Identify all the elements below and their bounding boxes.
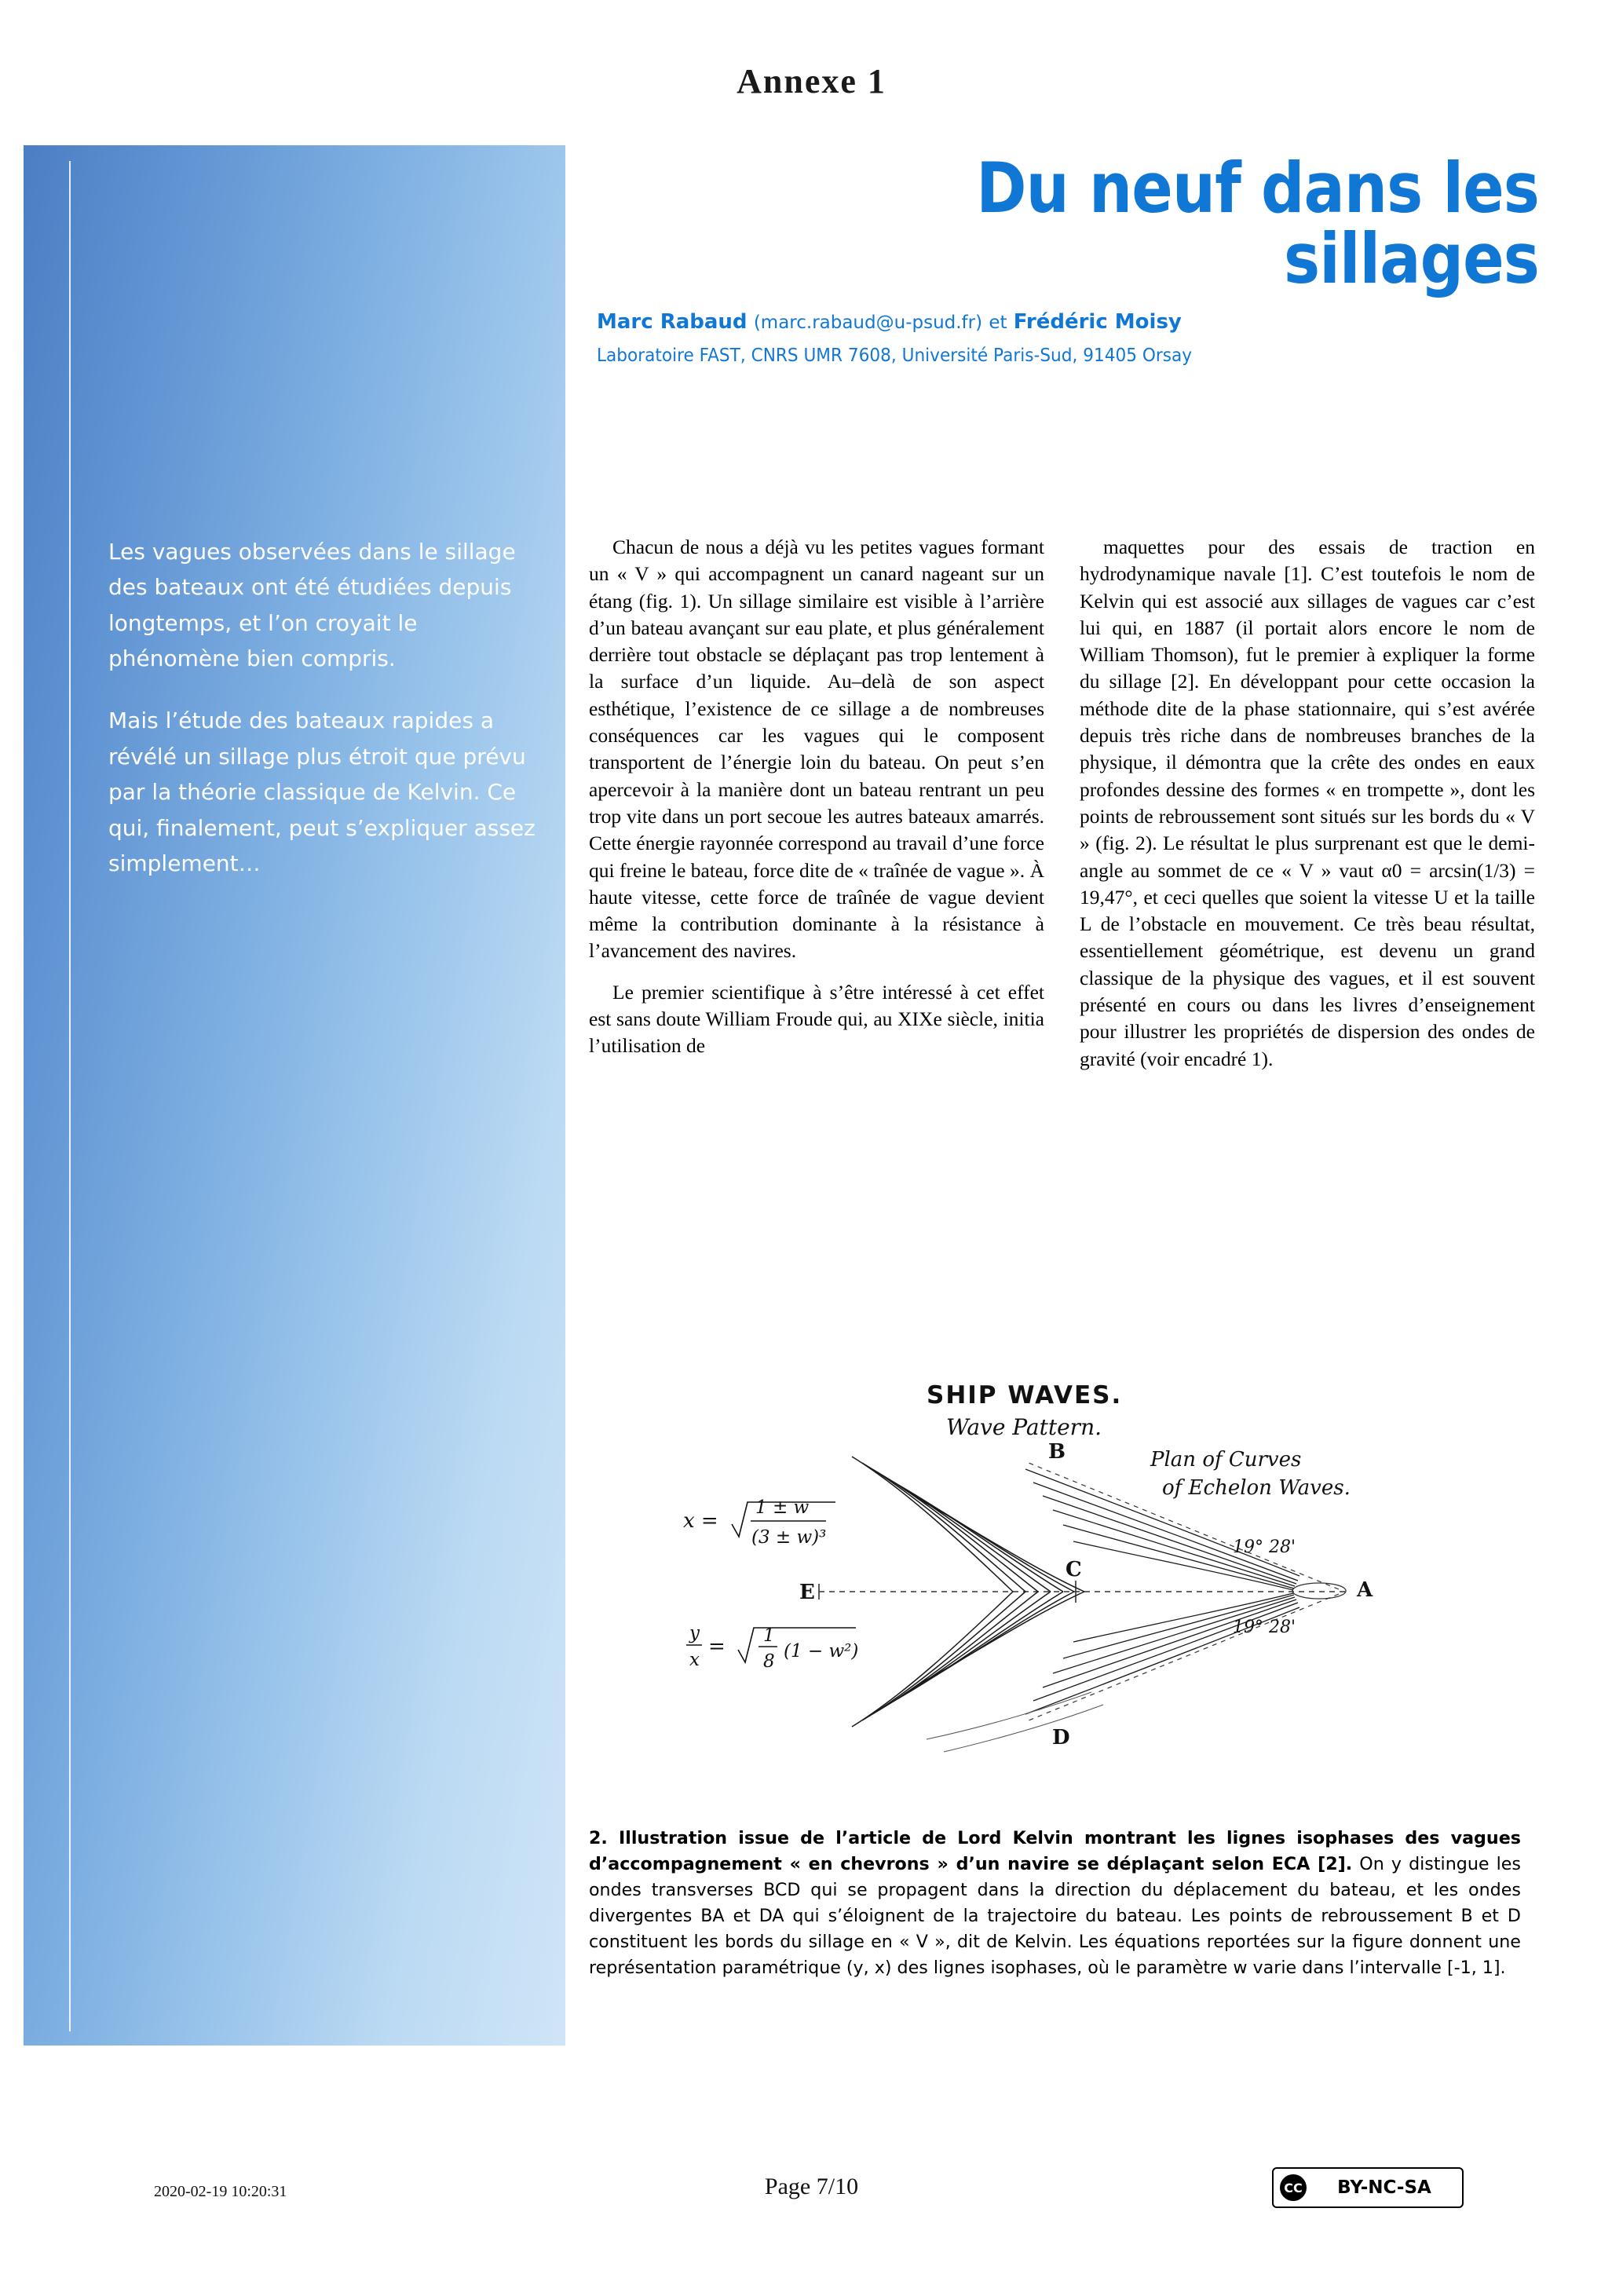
figure-ship-waves: [589, 1370, 1535, 1810]
figure-transverse-crests-upper: [852, 1457, 1084, 1592]
figure-subtitle-text: Wave Pattern.: [946, 1414, 1102, 1440]
lead-paragraph-2: Mais l’étude des bateaux rapides a révélé un sillage plus étroit que prévu par la théorie classique de Kelvin. Ce qui, finalement, peut s’expliquer assez simplement…: [108, 707, 536, 876]
body-paragraph-1: Chacun de nous a déjà vu les petites vagues formant un « V » qui accompagnent un canard nageant sur un étang (fig. 1). Un sillage similaire est visible à l’arrière d’un bateau avançant sur eau plate, et plus généralement derrière tout obstacle se déplaçant pas trop lentement à la surface d’un liquide. Au–delà de son aspect esthétique, l’existence de ce sillage a de nombreuses conséquences car les vagues qui le composent transportent de l’énergie loin du bateau. On peut s’en apercevoir à la manière dont un bateau rentrant un peu trop vite dans un port secoue les autres bateaux amarrés. Cette énergie rayonnée correspond au travail d’une force qui freine le bateau, force dite de « traînée de vague ». À haute vitesse, cette force de traînée de vague devient même la contribution dominante à la résistance à l’avancement des navires.: [589, 536, 1044, 963]
body-column-right: [1080, 534, 1535, 1073]
cc-icon: CC: [1280, 2174, 1307, 2201]
figure-caption-rest: On y distingue les ondes transverses BCD qui se propagent dans la direction du déplacement du bateau, et les ondes divergentes BA et DA qui s’éloignent de la trajectoire du bateau. Les points de rebroussement B et D constituent les bords du sillage en « V », dit de Kelvin. Les équations reportées sur la figure donnent une représentation paramétrique (y, x) des lignes isophases, où le paramètre w varie dans l’intervalle [-1, 1].: [589, 1854, 1521, 1979]
figure-equation-x: [683, 1497, 835, 1548]
figure-label-B: B: [1048, 1440, 1066, 1464]
figure-label-E: E: [799, 1581, 815, 1604]
figure-illustration: [589, 1370, 1535, 1810]
page-title: Annexe 1: [737, 62, 886, 101]
figure-caption-bold: 2. Illustration issue de l’article de Lord Kelvin montrant les lignes isophases des vagues d’accompagnement « en chevrons » d’un navire se déplaçant selon ECA [2].: [589, 1828, 1521, 1875]
figure-label-C: C: [1066, 1558, 1082, 1581]
svg-text:x: x: [689, 1650, 700, 1670]
figure-angle-upper: 19° 28': [1233, 1537, 1296, 1557]
svg-text:x =: x =: [683, 1509, 718, 1533]
svg-text:8: 8: [763, 1651, 775, 1672]
author-name-2: Frédéric Moisy: [1013, 310, 1182, 334]
article-authors: [597, 310, 1539, 334]
body-column-left: [589, 534, 1044, 1060]
figure-wedge-lower: [1029, 1594, 1339, 1720]
figure-title-text: SHIP WAVES.: [927, 1381, 1123, 1409]
creative-commons-badge[interactable]: [1272, 2167, 1464, 2208]
figure-legend-line1: Plan of Curves: [1150, 1448, 1302, 1472]
footer-timestamp: 2020-02-19 10:20:31: [154, 2183, 287, 2200]
decorative-blue-panel: [24, 145, 565, 2046]
author-name-1: Marc Rabaud: [597, 310, 748, 334]
figure-label-D: D: [1052, 1726, 1070, 1749]
svg-text:y: y: [689, 1623, 700, 1643]
figure-equation-y: [686, 1623, 858, 1672]
panel-divider-rule: [69, 161, 71, 2031]
figure-legend-line2: of Echelon Waves.: [1162, 1476, 1351, 1500]
body-paragraph-3: maquettes pour des essais de traction en hydrodynamique navale [1]. C’est toutefois le nom de Kelvin qui est associé aux sillages de vagues car c’est lui qui, en 1887 (il portait alors encore le nom de William Thomson), fut le premier à expliquer la forme du sillage [2]. En développant pour cette occasion la méthode dite de la phase stationnaire, qui s’est avérée depuis très riche dans de nombreuses branches de la physique, il démontra que la crête des ondes en eaux profondes dessine des formes « en trompette », dont les points de rebroussement sont situés sur les bords du « V » (fig. 2). Le résultat le plus surprenant est que le demi-angle au sommet de ce « V » vaut α0 = arcsin(1/3) = 19,47°, et ceci quelles que soient la vitesse U et la taille L de l’obstacle en mouvement. Ce très beau résultat, essentiellement géométrique, est devenu un grand classique de la physique des vagues, et il est souvent présenté en cours ou dans les livres d’enseignement pour illustrer les propriétés de dispersion des ondes de gravité (voir encadré 1).: [1080, 536, 1535, 1070]
authors-conjunction: et: [989, 313, 1007, 333]
lead-paragraph-1: Les vagues observées dans le sillage des bateaux ont été étudiées depuis longtemps, et l’on croyait le phénomène bien compris.: [108, 539, 516, 672]
svg-text:(1 − w²): (1 − w²): [784, 1641, 859, 1662]
figure-caption: [589, 1826, 1521, 1981]
cc-license-text: BY-NC-SA: [1337, 2177, 1431, 2198]
figure-label-A: A: [1357, 1578, 1373, 1602]
svg-text:=: =: [708, 1635, 726, 1658]
svg-text:1 ± w: 1 ± w: [755, 1497, 810, 1518]
svg-text:(3 ± w)³: (3 ± w)³: [751, 1527, 827, 1548]
lead-paragraph-block: [108, 534, 536, 908]
author-email[interactable]: (marc.rabaud@u-psud.fr): [753, 313, 983, 333]
article-title: Du neuf dans les sillages: [976, 148, 1539, 299]
figure-ship-marker: [1292, 1583, 1346, 1599]
figure-divergent-waves-lower: [1025, 1593, 1299, 1714]
article-affiliation: Laboratoire FAST, CNRS UMR 7608, Université Paris-Sud, 91405 Orsay: [597, 345, 1193, 366]
body-paragraph-2: Le premier scientifique à s’être intéressé à cet effet est sans doute William Froude qui, au XIXe siècle, initia l’utilisation de: [589, 980, 1044, 1058]
svg-text:1: 1: [763, 1625, 775, 1646]
figure-angle-lower: 19° 28': [1233, 1618, 1296, 1637]
footer-page-number: Page 7/10: [764, 2174, 859, 2199]
